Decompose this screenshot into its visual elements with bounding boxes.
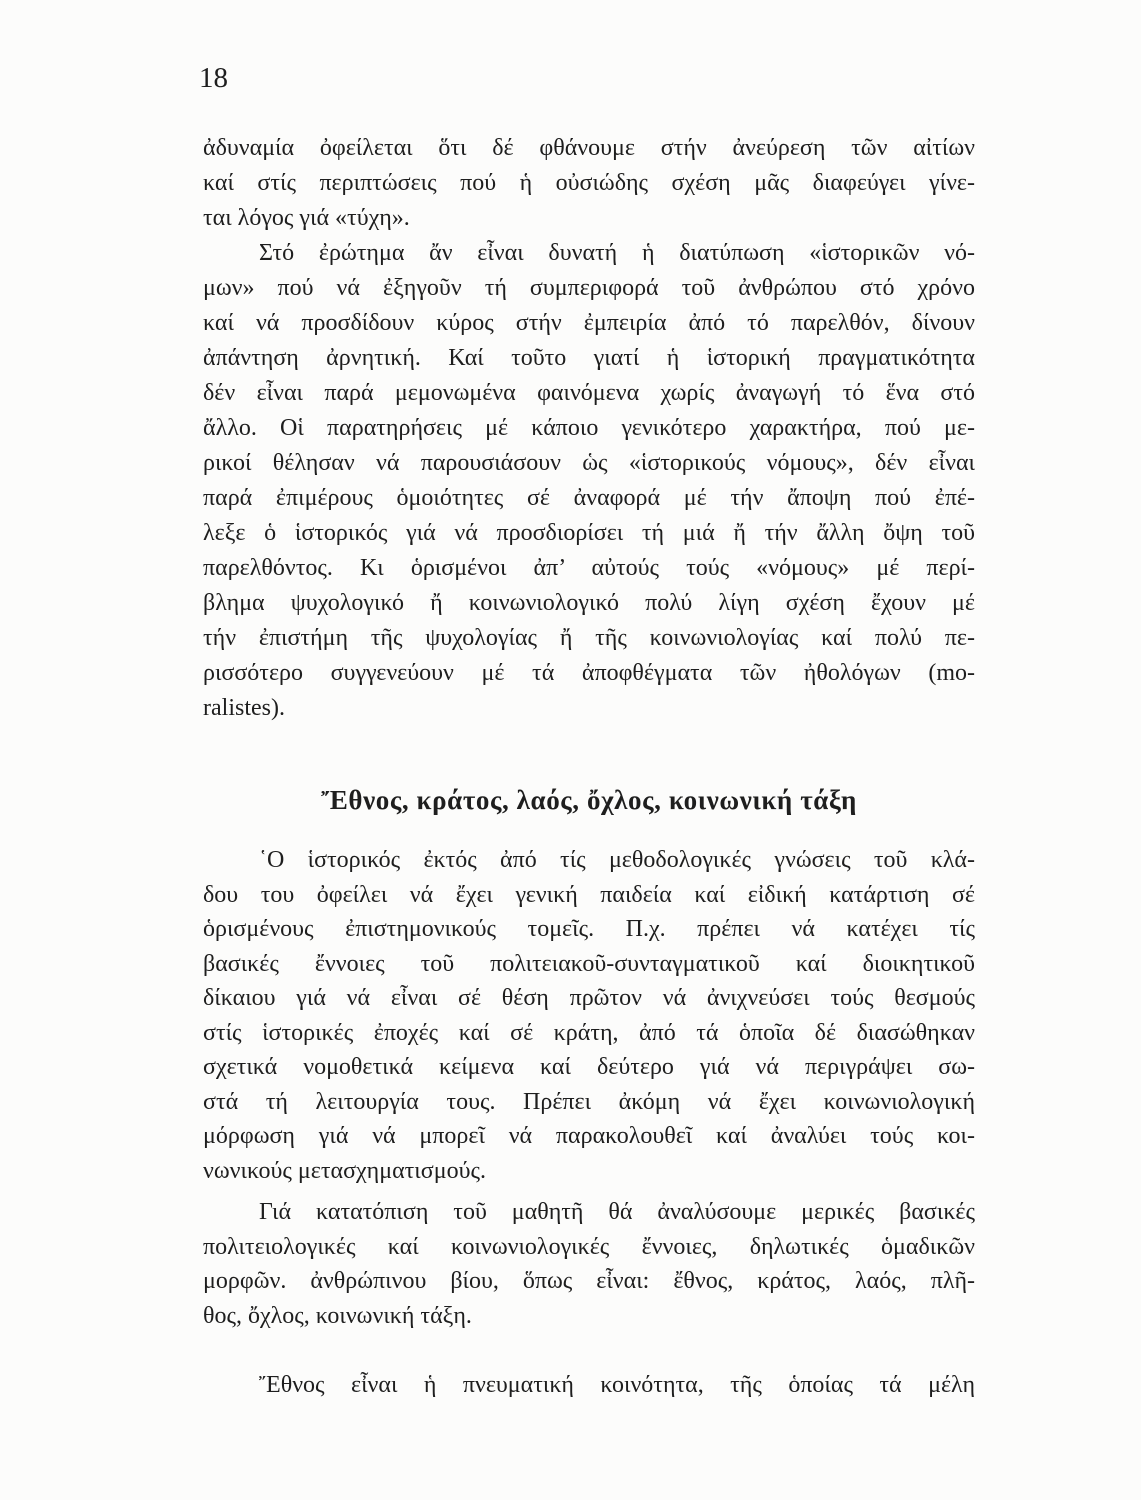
text-line: σχετικά νομοθετικά κείμενα καί δεύτερο γιά νά περιγράψει σω- [203,1054,975,1080]
text-line: δίκαιου γιά νά εἶναι σέ θέση πρῶτον νά ἀνιχνεύσει τούς θεσμούς [203,985,975,1011]
text-line: ῾Ο ἱστορικός ἐκτός ἀπό τίς μεθοδολογικές γνώσεις τοῦ κλά- [259,847,975,873]
page-number: 18 [199,62,228,94]
text-line: βασικές ἔννοιες τοῦ πολιτειακοῦ-συνταγματικοῦ καί διοικητικοῦ [203,950,975,977]
text-line: καί στίς περιπτώσεις πού ἡ οὐσιώδης σχέση μᾶς διαφεύγει γίνε- [203,170,975,196]
section-2-paragraph-3 [203,1368,975,1403]
text-line: πολιτειολογικές καί κοινωνιολογικές ἔννοιες, δηλωτικές ὁμαδικῶν [203,1233,975,1260]
text-line: παρελθόντος. Κι ὁρισμένοι ἀπ’ αὐτούς τούς «νόμους» μέ περί- [203,555,975,581]
text-line: στίς ἱστορικές ἐποχές καί σέ κράτη, ἀπό τά ὁποῖα δέ διασώθηκαν [203,1019,975,1046]
text-line: ρικοί θέλησαν νά παρουσιάσουν ὡς «ἱστορικούς νόμους», δέν εἶναι [203,450,975,476]
text-line: παρά ἐπιμέρους ὁμοιότητες σέ ἀναφορά μέ τήν ἄποψη πού ἐπέ- [203,485,975,511]
text-line: ὁρισμένους ἐπιστημονικούς τομεῖς. Π.χ. πρέπει νά κατέχει τίς [203,916,975,942]
section-heading: Ἔθνος, κράτος, λαός, ὄχλος, κοινωνική τάξη [321,785,857,815]
text-line: μορφῶν. ἀνθρώπινου βίου, ὅπως εἶναι: ἔθνος, κράτος, λαός, πλῆ- [203,1268,975,1294]
section-1 [203,131,975,726]
text-line: νωνικούς μετασχηματισμούς. [203,1157,486,1184]
text-line: ἀδυναμία ὀφείλεται ὅτι δέ φθάνουμε στήν ἀνεύρεση τῶν αἰτίων [203,135,975,161]
text-line: λεξε ὁ ἱστορικός γιά νά προσδιορίσει τή μιά ἤ τήν ἄλλη ὄψη τοῦ [203,520,975,546]
text-line: θος, ὄχλος, κοινωνική τάξη. [203,1302,472,1329]
section-2-paragraph-2 [203,1195,975,1333]
text-line: καί νά προσδίδουν κύρος στήν ἐμπειρία ἀπό τό παρελθόν, δίνουν [203,310,975,336]
text-line: τήν ἐπιστήμη τῆς ψυχολογίας ἤ τῆς κοινωνιολογίας καί πολύ πε- [203,625,975,651]
text-line: δέν εἶναι παρά μεμονωμένα φαινόμενα χωρίς ἀναγωγή τό ἕνα στό [203,380,975,406]
text-line: ἀπάντηση ἀρνητική. Καί τοῦτο γιατί ἡ ἱστορική πραγματικότητα [203,345,975,371]
text-line: μόρφωση γιά νά μπορεῖ νά παρακολουθεῖ καί ἀναλύει τούς κοι- [203,1123,975,1149]
text-line: δου του ὀφείλει νά ἔχει γενική παιδεία καί εἰδική κατάρτιση σέ [203,881,975,908]
paragraph [203,131,975,236]
section-2-paragraph-1 [203,843,975,1188]
text-line: ται λόγος γιά «τύχη». [203,205,410,231]
text-line: στά τή λειτουργία τους. Πρέπει ἀκόμη νά ἔχει κοινωνιολογική [203,1088,975,1115]
text-line: Ἔθνος εἶναι ἡ πνευματική κοινότητα, τῆς ὁποίας τά μέλη [259,1372,975,1398]
text-line: ἄλλο. Οἱ παρατηρήσεις μέ κάποιο γενικότερο χαρακτήρα, πού με- [203,415,975,441]
text-line: ralistes). [203,695,285,721]
text-line: Γιά κατατόπιση τοῦ μαθητῆ θά ἀναλύσουμε μερικές βασικές [259,1199,975,1225]
text-line: Στό ἐρώτημα ἄν εἶναι δυνατή ἡ διατύπωση «ἱστορικῶν νό- [259,240,975,266]
text-line: μων» πού νά ἐξηγοῦν τή συμπεριφορά τοῦ ἀνθρώπου στό χρόνο [203,275,975,301]
text-line: ρισσότερο συγγενεύουν μέ τά ἀποφθέγματα τῶν ἠθολόγων (mo- [203,660,975,686]
paragraph [203,236,975,726]
text-line: βλημα ψυχολογικό ἤ κοινωνιολογικό πολύ λίγη σχέση ἔχουν μέ [203,590,975,616]
